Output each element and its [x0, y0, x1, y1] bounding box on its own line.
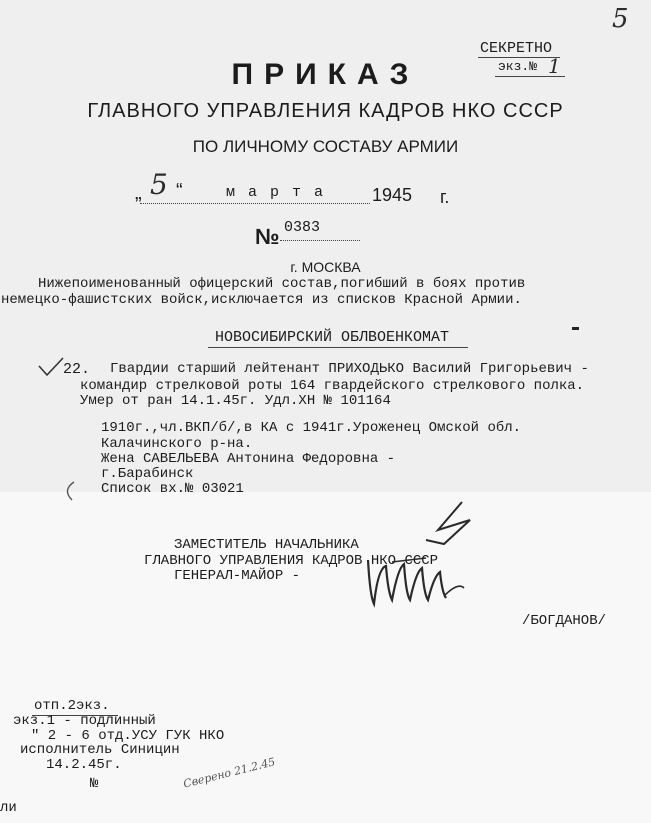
header-line-1: ГЛАВНОГО УПРАВЛЕНИЯ КАДРОВ НКО СССР [87, 100, 564, 122]
signatory-name: /БОГДАНОВ/ [522, 613, 607, 629]
signature-line-3: ГЕНЕРАЛ-МАЙОР - [174, 568, 301, 584]
edge-mark: ли [0, 800, 17, 816]
detail-line: Список вх.№ 03021 [101, 481, 244, 497]
check-mark-icon [36, 356, 66, 378]
copy-label: экз.№ [498, 59, 538, 74]
place: г. МОСКВА [290, 259, 361, 275]
intro-line-1: Нижепоименованный офицерский состав,погибший в боях против [38, 276, 526, 292]
date-underline [140, 203, 370, 204]
footer-line-6: № [90, 776, 99, 792]
date-day: 5 [150, 168, 168, 201]
date-month: м а р т а [226, 184, 326, 201]
section-dash [572, 327, 579, 330]
entry-number: 22. [63, 361, 91, 378]
detail-line: Калачинского р-на. [101, 436, 253, 452]
signature-line-1: ЗАМЕСТИТЕЛЬ НАЧАЛЬНИКА [174, 537, 359, 553]
date-suffix: г. [440, 187, 450, 207]
footer-line-5: 14.2.45г. [46, 757, 122, 773]
footer-line-3: " 2 - 6 отд.УСУ ГУК НКО [31, 728, 225, 744]
signature-line-2: ГЛАВНОГО УПРАВЛЕНИЯ КАДРОВ НКО СССР [144, 553, 439, 569]
detail-line: г.Барабинск [101, 466, 194, 482]
margin-arc-mark [58, 480, 78, 502]
date-close-quote: “ [176, 180, 183, 202]
footer-line-1: отп.2экз. [34, 698, 110, 714]
detail-line: Жена САВЕЛЬЕВА Антонина Федоровна - [101, 451, 396, 467]
order-title: ПРИКАЗ [231, 58, 420, 91]
order-number-label: № [255, 224, 280, 249]
footer-line-2: экз.1 - подлинный [13, 713, 156, 729]
order-number-underline [280, 240, 360, 241]
intro-line-2: немецко-фашистских войск,исключается из списков Красной Армии. [1, 292, 522, 308]
date-year: 1945 [372, 185, 413, 205]
handwritten-note: Сверено 21.2.45 [182, 755, 277, 791]
handwritten-signature [340, 496, 490, 616]
date-open-quote: „ [135, 182, 142, 204]
copy-number: 1 [548, 54, 561, 78]
entry-line-1: Гвардии старший лейтенант ПРИХОДЬКО Василий Григорьевич - [110, 361, 589, 377]
section-underline [208, 347, 468, 348]
secrecy-label: СЕКРЕТНО [480, 40, 553, 57]
detail-line: 1910г.,чл.ВКП/б/,в КА с 1941г.Уроженец Омской обл. [101, 420, 522, 436]
header-line-2: ПО ЛИЧНОМУ СОСТАВУ АРМИИ [192, 137, 459, 156]
page-number: 5 [612, 4, 629, 34]
section-heading: НОВОСИБИРСКИЙ ОБЛВОЕНКОМАТ [215, 329, 450, 346]
footer-line-4: исполнитель Синицин [20, 742, 180, 758]
entry-line-3: Умер от ран 14.1.45г. Удл.ХН № 101164 [80, 393, 391, 409]
entry-line-2: командир стрелковой роты 164 гвардейского стрелкового полка. [80, 378, 585, 394]
order-number: 0383 [284, 219, 321, 236]
